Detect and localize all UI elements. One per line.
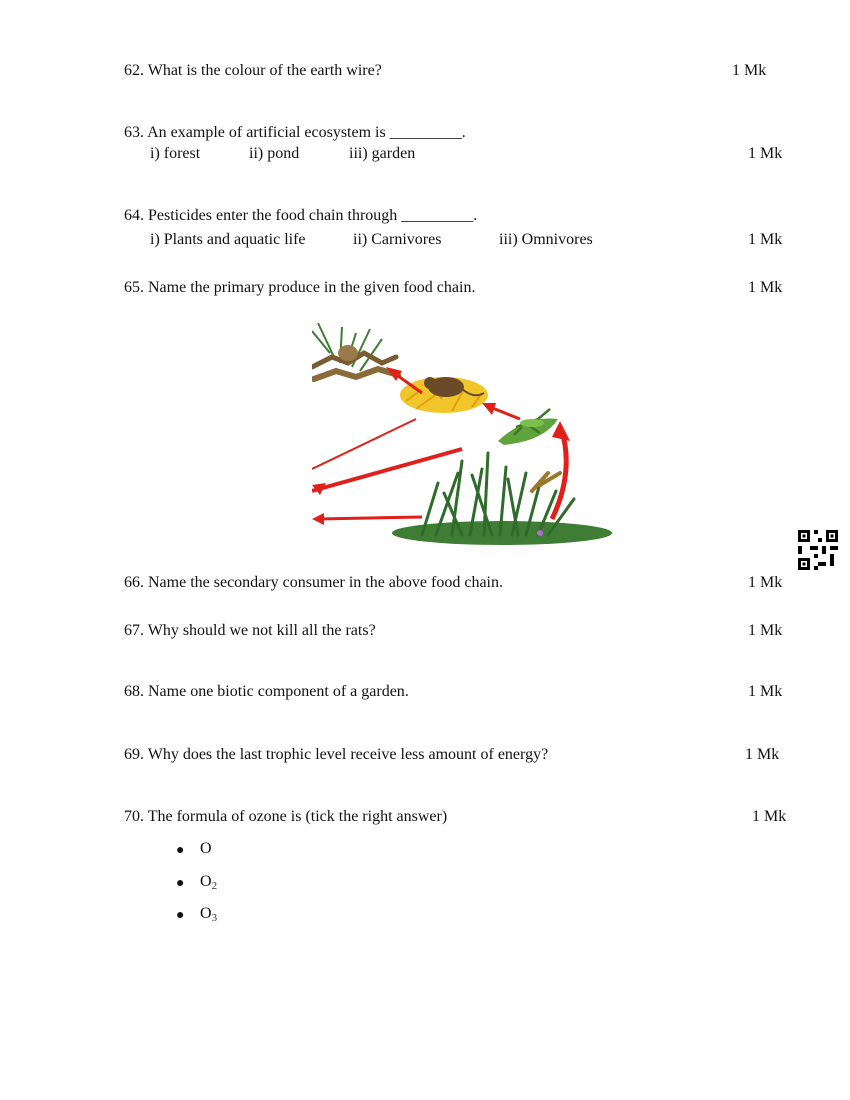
marks-62: 1 Mk: [732, 62, 767, 79]
marks-64: 1 Mk: [748, 231, 783, 248]
bullet-icon: ●: [176, 876, 185, 891]
grass-plant-icon: [392, 453, 612, 545]
food-chain-illustration: [312, 323, 616, 547]
question-62: 62. What is the colour of the earth wire?: [124, 62, 382, 79]
q70-option-3: $O_3$: [200, 905, 218, 924]
q63-option-2: ii) pond: [249, 145, 300, 162]
question-66: 66. Name the secondary consumer in the above food chain.: [124, 574, 503, 591]
bullet-icon: ●: [176, 908, 185, 923]
question-63: 63. An example of artificial ecosystem is _________.: [124, 124, 466, 141]
bullet-icon: ●: [176, 843, 185, 858]
q63-option-1: i) forest: [150, 145, 201, 162]
question-70: 70. The formula of ozone is (tick the right answer): [124, 808, 448, 825]
q64-option-2: ii) Carnivores: [353, 231, 442, 248]
question-68: 68. Name one biotic component of a garden.: [124, 683, 409, 700]
marks-65: 1 Mk: [748, 279, 783, 296]
marks-63: 1 Mk: [748, 145, 783, 162]
question-65: 65. Name the primary produce in the given food chain.: [124, 279, 476, 296]
q70-option-1: O: [200, 840, 212, 857]
marks-70: 1 Mk: [752, 808, 787, 825]
q63-option-3: iii) garden: [349, 145, 416, 162]
question-67: 67. Why should we not kill all the rats?: [124, 622, 376, 639]
marks-68: 1 Mk: [748, 683, 783, 700]
qr-code-icon: [798, 530, 838, 570]
rat-straw-icon: [400, 377, 488, 413]
marks-69: 1 Mk: [745, 746, 780, 763]
q70-option-2: $O_2$: [200, 873, 218, 892]
q64-option-3: iii) Omnivores: [499, 231, 593, 248]
question-69: 69. Why does the last trophic level receive less amount of energy?: [124, 746, 549, 763]
question-64: 64. Pesticides enter the food chain through _________.: [124, 207, 478, 224]
marks-67: 1 Mk: [748, 622, 783, 639]
q64-option-1: i) Plants and aquatic life: [150, 231, 306, 248]
marks-66: 1 Mk: [748, 574, 783, 591]
snake-grass-icon: [312, 323, 398, 379]
